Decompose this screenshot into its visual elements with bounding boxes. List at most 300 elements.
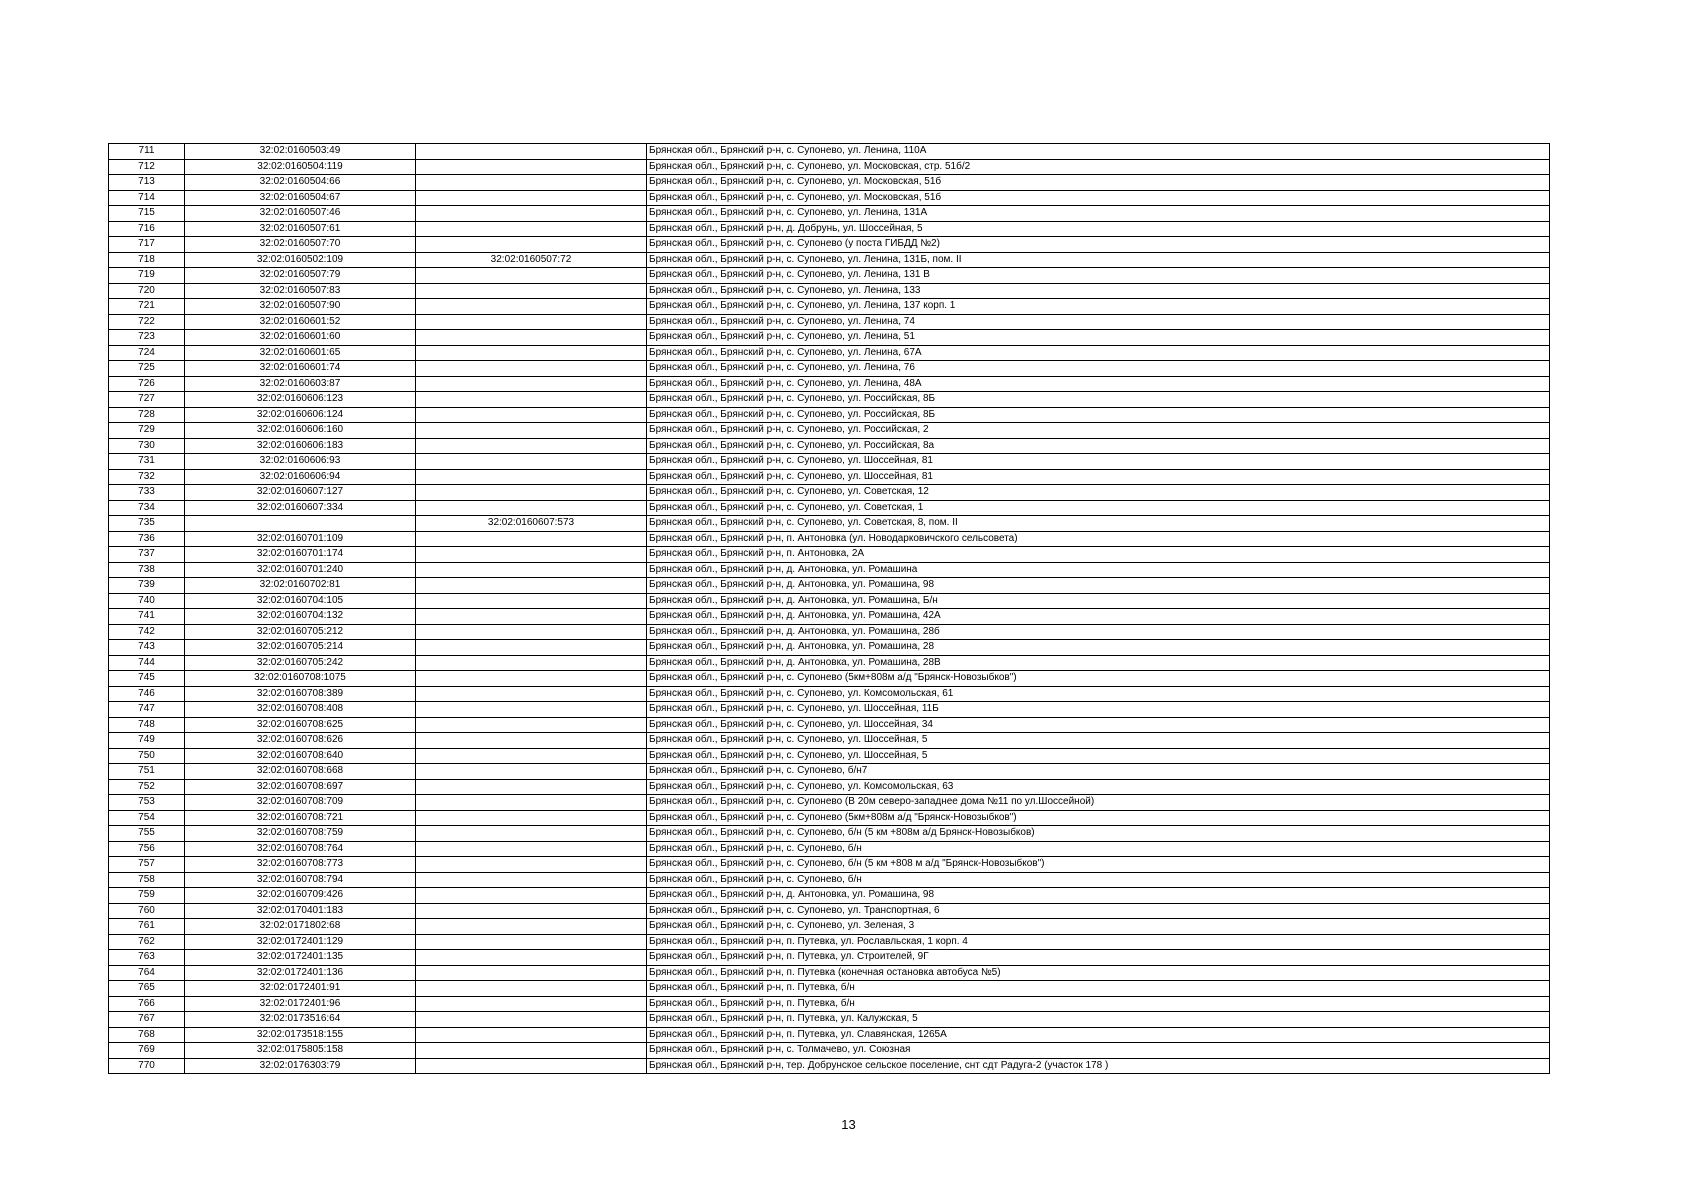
row-number-cell: 747 — [109, 702, 185, 718]
row-number-cell: 754 — [109, 810, 185, 826]
related-cadastral-number-cell — [416, 361, 647, 377]
address-cell: Брянская обл., Брянский р-н, с. Супонево, ул. Зеленая, 3 — [647, 919, 1550, 935]
cadastral-number-cell: 32:02:0160601:65 — [185, 345, 416, 361]
row-number-cell: 757 — [109, 857, 185, 873]
address-cell: Брянская обл., Брянский р-н, п. Путевка (конечная остановка автобуса №5) — [647, 965, 1550, 981]
related-cadastral-number-cell — [416, 175, 647, 191]
table-row — [109, 299, 1550, 315]
address-cell: Брянская обл., Брянский р-н, с. Супонево, ул. Ленина, 48А — [647, 376, 1550, 392]
related-cadastral-number-cell — [416, 671, 647, 687]
address-cell: Брянская обл., Брянский р-н, с. Супонево, б/н (5 км +808 м а/д "Брянск-Новозыбков") — [647, 857, 1550, 873]
related-cadastral-number-cell — [416, 609, 647, 625]
row-number-cell: 715 — [109, 206, 185, 222]
related-cadastral-number-cell — [416, 872, 647, 888]
address-cell: Брянская обл., Брянский р-н, д. Антоновка, ул. Ромашина, 98 — [647, 888, 1550, 904]
address-cell: Брянская обл., Брянский р-н, с. Супонево, ул. Советская, 1 — [647, 500, 1550, 516]
address-cell: Брянская обл., Брянский р-н, п. Путевка, ул. Калужская, 5 — [647, 1012, 1550, 1028]
cadastral-number-cell: 32:02:0160601:52 — [185, 314, 416, 330]
cadastral-number-cell: 32:02:0160702:81 — [185, 578, 416, 594]
table-row — [109, 826, 1550, 842]
table-row — [109, 190, 1550, 206]
address-cell: Брянская обл., Брянский р-н, с. Супонево, ул. Московская, 51б — [647, 190, 1550, 206]
row-number-cell: 765 — [109, 981, 185, 997]
row-number-cell: 722 — [109, 314, 185, 330]
row-number-cell: 743 — [109, 640, 185, 656]
table-row — [109, 841, 1550, 857]
cadastral-number-cell: 32:02:0160708:389 — [185, 686, 416, 702]
related-cadastral-number-cell — [416, 547, 647, 563]
row-number-cell: 732 — [109, 469, 185, 485]
address-cell: Брянская обл., Брянский р-н, с. Супонево (у поста ГИБДД №2) — [647, 237, 1550, 253]
address-cell: Брянская обл., Брянский р-н, тер. Добрунское сельское поселение, снт сдт Радуга-2 (участок 178 ) — [647, 1058, 1550, 1074]
related-cadastral-number-cell — [416, 392, 647, 408]
address-cell: Брянская обл., Брянский р-н, д. Антоновка, ул. Ромашина, 42А — [647, 609, 1550, 625]
address-cell: Брянская обл., Брянский р-н, с. Супонево, ул. Российская, 8Б — [647, 407, 1550, 423]
cadastral-number-cell: 32:02:0176303:79 — [185, 1058, 416, 1074]
cadastral-number-cell: 32:02:0160606:124 — [185, 407, 416, 423]
related-cadastral-number-cell — [416, 376, 647, 392]
related-cadastral-number-cell — [416, 717, 647, 733]
row-number-cell: 758 — [109, 872, 185, 888]
address-cell: Брянская обл., Брянский р-н, с. Супонево, ул. Ленина, 131 В — [647, 268, 1550, 284]
related-cadastral-number-cell — [416, 469, 647, 485]
related-cadastral-number-cell — [416, 702, 647, 718]
cadastral-number-cell: 32:02:0160507:79 — [185, 268, 416, 284]
cadastral-number-cell: 32:02:0160606:123 — [185, 392, 416, 408]
address-cell: Брянская обл., Брянский р-н, с. Супонево, ул. Московская, стр. 51б/2 — [647, 159, 1550, 175]
related-cadastral-number-cell — [416, 190, 647, 206]
cadastral-number-cell: 32:02:0160507:61 — [185, 221, 416, 237]
related-cadastral-number-cell — [416, 919, 647, 935]
cadastral-number-cell: 32:02:0172401:91 — [185, 981, 416, 997]
table-row — [109, 454, 1550, 470]
table-row — [109, 392, 1550, 408]
address-cell: Брянская обл., Брянский р-н, с. Супонево, ул. Московская, 51б — [647, 175, 1550, 191]
table-row — [109, 1058, 1550, 1074]
table-row — [109, 485, 1550, 501]
table-row — [109, 903, 1550, 919]
row-number-cell: 742 — [109, 624, 185, 640]
related-cadastral-number-cell — [416, 733, 647, 749]
cadastral-number-cell: 32:02:0160507:83 — [185, 283, 416, 299]
table-row — [109, 500, 1550, 516]
address-cell: Брянская обл., Брянский р-н, д. Антоновка, ул. Ромашина, 28В — [647, 655, 1550, 671]
table-row — [109, 516, 1550, 532]
land-plot-register-table — [108, 143, 1550, 1074]
row-number-cell: 750 — [109, 748, 185, 764]
row-number-cell: 717 — [109, 237, 185, 253]
related-cadastral-number-cell — [416, 314, 647, 330]
address-cell: Брянская обл., Брянский р-н, с. Супонево, ул. Ленина, 137 корп. 1 — [647, 299, 1550, 315]
related-cadastral-number-cell — [416, 206, 647, 222]
address-cell: Брянская обл., Брянский р-н, с. Супонево, ул. Шоссейная, 5 — [647, 748, 1550, 764]
related-cadastral-number-cell — [416, 810, 647, 826]
table-row — [109, 655, 1550, 671]
cadastral-number-cell: 32:02:0170401:183 — [185, 903, 416, 919]
cadastral-number-cell: 32:02:0173518:155 — [185, 1027, 416, 1043]
address-cell: Брянская обл., Брянский р-н, п. Путевка, б/н — [647, 981, 1550, 997]
related-cadastral-number-cell — [416, 438, 647, 454]
table-row — [109, 469, 1550, 485]
table-row — [109, 764, 1550, 780]
cadastral-number-cell: 32:02:0160601:60 — [185, 330, 416, 346]
row-number-cell: 728 — [109, 407, 185, 423]
table-row — [109, 206, 1550, 222]
row-number-cell: 713 — [109, 175, 185, 191]
table-row — [109, 268, 1550, 284]
related-cadastral-number-cell — [416, 686, 647, 702]
related-cadastral-number-cell — [416, 640, 647, 656]
row-number-cell: 753 — [109, 795, 185, 811]
address-cell: Брянская обл., Брянский р-н, с. Супонево, ул. Шоссейная, 5 — [647, 733, 1550, 749]
address-cell: Брянская обл., Брянский р-н, с. Супонево, б/н (5 км +808м а/д Брянск-Новозыбков) — [647, 826, 1550, 842]
row-number-cell: 721 — [109, 299, 185, 315]
related-cadastral-number-cell — [416, 624, 647, 640]
cadastral-number-cell: 32:02:0160709:426 — [185, 888, 416, 904]
row-number-cell: 711 — [109, 144, 185, 160]
table-row — [109, 872, 1550, 888]
related-cadastral-number-cell — [416, 562, 647, 578]
related-cadastral-number-cell — [416, 748, 647, 764]
address-cell: Брянская обл., Брянский р-н, д. Антоновка, ул. Ромашина, 98 — [647, 578, 1550, 594]
cadastral-number-cell: 32:02:0160701:240 — [185, 562, 416, 578]
address-cell: Брянская обл., Брянский р-н, с. Супонево, ул. Ленина, 74 — [647, 314, 1550, 330]
table-row — [109, 175, 1550, 191]
cadastral-number-cell: 32:02:0175805:158 — [185, 1043, 416, 1059]
row-number-cell: 716 — [109, 221, 185, 237]
cadastral-number-cell: 32:02:0160705:214 — [185, 640, 416, 656]
cadastral-number-cell: 32:02:0160705:242 — [185, 655, 416, 671]
address-cell: Брянская обл., Брянский р-н, с. Супонево (5км+808м а/д "Брянск-Новозыбков") — [647, 810, 1550, 826]
related-cadastral-number-cell — [416, 283, 647, 299]
row-number-cell: 766 — [109, 996, 185, 1012]
row-number-cell: 729 — [109, 423, 185, 439]
address-cell: Брянская обл., Брянский р-н, д. Антоновка, ул. Ромашина, 28 — [647, 640, 1550, 656]
cadastral-number-cell: 32:02:0160708:668 — [185, 764, 416, 780]
table-row — [109, 640, 1550, 656]
table-row — [109, 795, 1550, 811]
table-row — [109, 345, 1550, 361]
row-number-cell: 760 — [109, 903, 185, 919]
related-cadastral-number-cell — [416, 795, 647, 811]
row-number-cell: 719 — [109, 268, 185, 284]
address-cell: Брянская обл., Брянский р-н, с. Супонево, ул. Советская, 8, пом. II — [647, 516, 1550, 532]
related-cadastral-number-cell — [416, 485, 647, 501]
address-cell: Брянская обл., Брянский р-н, с. Супонево, ул. Советская, 12 — [647, 485, 1550, 501]
related-cadastral-number-cell — [416, 330, 647, 346]
table-row — [109, 578, 1550, 594]
cadastral-number-cell: 32:02:0160705:212 — [185, 624, 416, 640]
table-row — [109, 593, 1550, 609]
table-row — [109, 314, 1550, 330]
row-number-cell: 764 — [109, 965, 185, 981]
table-row — [109, 547, 1550, 563]
row-number-cell: 749 — [109, 733, 185, 749]
address-cell: Брянская обл., Брянский р-н, с. Супонево, ул. Ленина, 76 — [647, 361, 1550, 377]
cadastral-number-cell: 32:02:0160704:132 — [185, 609, 416, 625]
row-number-cell: 738 — [109, 562, 185, 578]
cadastral-number-cell: 32:02:0172401:129 — [185, 934, 416, 950]
cadastral-number-cell: 32:02:0160708:759 — [185, 826, 416, 842]
address-cell: Брянская обл., Брянский р-н, д. Антоновка, ул. Ромашина, 28б — [647, 624, 1550, 640]
cadastral-number-cell: 32:02:0160708:794 — [185, 872, 416, 888]
related-cadastral-number-cell — [416, 764, 647, 780]
related-cadastral-number-cell — [416, 299, 647, 315]
table-row — [109, 376, 1550, 392]
cadastral-number-cell: 32:02:0160708:709 — [185, 795, 416, 811]
table-row — [109, 686, 1550, 702]
related-cadastral-number-cell — [416, 268, 647, 284]
address-cell: Брянская обл., Брянский р-н, п. Путевка, ул. Славянская, 1265А — [647, 1027, 1550, 1043]
row-number-cell: 724 — [109, 345, 185, 361]
cadastral-number-cell: 32:02:0160708:721 — [185, 810, 416, 826]
table-row — [109, 934, 1550, 950]
row-number-cell: 741 — [109, 609, 185, 625]
related-cadastral-number-cell — [416, 655, 647, 671]
row-number-cell: 762 — [109, 934, 185, 950]
row-number-cell: 751 — [109, 764, 185, 780]
cadastral-number-cell: 32:02:0171802:68 — [185, 919, 416, 935]
table-row — [109, 361, 1550, 377]
address-cell: Брянская обл., Брянский р-н, п. Антоновка, 2А — [647, 547, 1550, 563]
address-cell: Брянская обл., Брянский р-н, с. Супонево, ул. Ленина, 131А — [647, 206, 1550, 222]
related-cadastral-number-cell — [416, 934, 647, 950]
cadastral-number-cell: 32:02:0160606:94 — [185, 469, 416, 485]
table-row — [109, 857, 1550, 873]
table-row — [109, 671, 1550, 687]
related-cadastral-number-cell — [416, 888, 647, 904]
related-cadastral-number-cell — [416, 221, 647, 237]
table-row — [109, 159, 1550, 175]
address-cell: Брянская обл., Брянский р-н, с. Супонево, ул. Шоссейная, 34 — [647, 717, 1550, 733]
related-cadastral-number-cell — [416, 965, 647, 981]
row-number-cell: 767 — [109, 1012, 185, 1028]
row-number-cell: 769 — [109, 1043, 185, 1059]
address-cell: Брянская обл., Брянский р-н, п. Путевка, ул. Строителей, 9Г — [647, 950, 1550, 966]
cadastral-number-cell: 32:02:0160708:625 — [185, 717, 416, 733]
related-cadastral-number-cell — [416, 345, 647, 361]
address-cell: Брянская обл., Брянский р-н, п. Антоновка (ул. Новодарковичского сельсовета) — [647, 531, 1550, 547]
cadastral-number-cell: 32:02:0160708:1075 — [185, 671, 416, 687]
table-row — [109, 609, 1550, 625]
related-cadastral-number-cell — [416, 578, 647, 594]
related-cadastral-number-cell — [416, 826, 647, 842]
related-cadastral-number-cell: 32:02:0160607:573 — [416, 516, 647, 532]
row-number-cell: 759 — [109, 888, 185, 904]
address-cell: Брянская обл., Брянский р-н, д. Антоновка, ул. Ромашина, Б/н — [647, 593, 1550, 609]
table-row — [109, 733, 1550, 749]
row-number-cell: 736 — [109, 531, 185, 547]
cadastral-number-cell: 32:02:0160606:160 — [185, 423, 416, 439]
row-number-cell: 725 — [109, 361, 185, 377]
table-row — [109, 531, 1550, 547]
cadastral-number-cell: 32:02:0160504:119 — [185, 159, 416, 175]
address-cell: Брянская обл., Брянский р-н, д. Антоновка, ул. Ромашина — [647, 562, 1550, 578]
cadastral-number-cell: 32:02:0160708:640 — [185, 748, 416, 764]
table-row — [109, 950, 1550, 966]
address-cell: Брянская обл., Брянский р-н, с. Супонево, ул. Шоссейная, 81 — [647, 469, 1550, 485]
table-row — [109, 438, 1550, 454]
cadastral-number-cell: 32:02:0160502:109 — [185, 252, 416, 268]
cadastral-number-cell: 32:02:0160606:183 — [185, 438, 416, 454]
row-number-cell: 755 — [109, 826, 185, 842]
row-number-cell: 768 — [109, 1027, 185, 1043]
table-row — [109, 330, 1550, 346]
address-cell: Брянская обл., Брянский р-н, п. Путевка, б/н — [647, 996, 1550, 1012]
related-cadastral-number-cell — [416, 237, 647, 253]
table-row — [109, 919, 1550, 935]
cadastral-number-cell: 32:02:0160606:93 — [185, 454, 416, 470]
row-number-cell: 737 — [109, 547, 185, 563]
table-row — [109, 779, 1550, 795]
address-cell: Брянская обл., Брянский р-н, с. Супонево, ул. Шоссейная, 11Б — [647, 702, 1550, 718]
related-cadastral-number-cell: 32:02:0160507:72 — [416, 252, 647, 268]
cadastral-number-cell: 32:02:0160601:74 — [185, 361, 416, 377]
row-number-cell: 726 — [109, 376, 185, 392]
address-cell: Брянская обл., Брянский р-н, с. Супонево, ул. Транспортная, 6 — [647, 903, 1550, 919]
row-number-cell: 745 — [109, 671, 185, 687]
cadastral-number-cell: 32:02:0160708:626 — [185, 733, 416, 749]
row-number-cell: 752 — [109, 779, 185, 795]
row-number-cell: 730 — [109, 438, 185, 454]
cadastral-number-cell: 32:02:0160607:334 — [185, 500, 416, 516]
table-row — [109, 702, 1550, 718]
cadastral-number-cell: 32:02:0160503:49 — [185, 144, 416, 160]
address-cell: Брянская обл., Брянский р-н, с. Супонево (5км+808м а/д "Брянск-Новозыбков") — [647, 671, 1550, 687]
table-row — [109, 144, 1550, 160]
table-row — [109, 407, 1550, 423]
cadastral-number-cell: 32:02:0160507:46 — [185, 206, 416, 222]
related-cadastral-number-cell — [416, 500, 647, 516]
row-number-cell: 740 — [109, 593, 185, 609]
row-number-cell: 718 — [109, 252, 185, 268]
address-cell: Брянская обл., Брянский р-н, с. Супонево, ул. Ленина, 133 — [647, 283, 1550, 299]
cadastral-number-cell: 32:02:0160504:67 — [185, 190, 416, 206]
address-cell: Брянская обл., Брянский р-н, с. Супонево, ул. Комсомольская, 63 — [647, 779, 1550, 795]
related-cadastral-number-cell — [416, 531, 647, 547]
related-cadastral-number-cell — [416, 903, 647, 919]
related-cadastral-number-cell — [416, 841, 647, 857]
row-number-cell: 748 — [109, 717, 185, 733]
table-row — [109, 810, 1550, 826]
address-cell: Брянская обл., Брянский р-н, с. Супонево, ул. Ленина, 131Б, пом. II — [647, 252, 1550, 268]
related-cadastral-number-cell — [416, 1027, 647, 1043]
cadastral-number-cell: 32:02:0160507:90 — [185, 299, 416, 315]
table-row — [109, 717, 1550, 733]
row-number-cell: 761 — [109, 919, 185, 935]
cadastral-number-cell: 32:02:0160708:773 — [185, 857, 416, 873]
related-cadastral-number-cell — [416, 593, 647, 609]
related-cadastral-number-cell — [416, 857, 647, 873]
row-number-cell: 744 — [109, 655, 185, 671]
register-table-body — [109, 144, 1550, 1074]
row-number-cell: 746 — [109, 686, 185, 702]
row-number-cell: 720 — [109, 283, 185, 299]
row-number-cell: 731 — [109, 454, 185, 470]
related-cadastral-number-cell — [416, 144, 647, 160]
related-cadastral-number-cell — [416, 1012, 647, 1028]
row-number-cell: 756 — [109, 841, 185, 857]
row-number-cell: 739 — [109, 578, 185, 594]
table-row — [109, 624, 1550, 640]
address-cell: Брянская обл., Брянский р-н, с. Супонево, ул. Российская, 8Б — [647, 392, 1550, 408]
address-cell: Брянская обл., Брянский р-н, с. Супонево, ул. Ленина, 51 — [647, 330, 1550, 346]
row-number-cell: 733 — [109, 485, 185, 501]
cadastral-number-cell: 32:02:0160701:174 — [185, 547, 416, 563]
related-cadastral-number-cell — [416, 981, 647, 997]
row-number-cell: 734 — [109, 500, 185, 516]
row-number-cell: 735 — [109, 516, 185, 532]
related-cadastral-number-cell — [416, 1043, 647, 1059]
related-cadastral-number-cell — [416, 454, 647, 470]
address-cell: Брянская обл., Брянский р-н, с. Супонево, ул. Российская, 8а — [647, 438, 1550, 454]
table-row — [109, 221, 1550, 237]
cadastral-number-cell: 32:02:0160704:105 — [185, 593, 416, 609]
cadastral-number-cell: 32:02:0172401:96 — [185, 996, 416, 1012]
address-cell: Брянская обл., Брянский р-н, с. Супонево, б/н — [647, 872, 1550, 888]
address-cell: Брянская обл., Брянский р-н, с. Супонево, ул. Ленина, 67А — [647, 345, 1550, 361]
cadastral-number-cell: 32:02:0160708:697 — [185, 779, 416, 795]
table-row — [109, 965, 1550, 981]
related-cadastral-number-cell — [416, 407, 647, 423]
related-cadastral-number-cell — [416, 779, 647, 795]
row-number-cell: 770 — [109, 1058, 185, 1074]
address-cell: Брянская обл., Брянский р-н, с. Супонево, ул. Комсомольская, 61 — [647, 686, 1550, 702]
address-cell: Брянская обл., Брянский р-н, с. Супонево, б/н — [647, 841, 1550, 857]
cadastral-number-cell: 32:02:0160607:127 — [185, 485, 416, 501]
table-row — [109, 283, 1550, 299]
page-number: 13 — [841, 1117, 856, 1132]
row-number-cell: 727 — [109, 392, 185, 408]
table-row — [109, 996, 1550, 1012]
cadastral-number-cell: 32:02:0160701:109 — [185, 531, 416, 547]
related-cadastral-number-cell — [416, 159, 647, 175]
cadastral-number-cell: 32:02:0160504:66 — [185, 175, 416, 191]
cadastral-number-cell: 32:02:0160708:764 — [185, 841, 416, 857]
table-row — [109, 237, 1550, 253]
table-row — [109, 888, 1550, 904]
cadastral-number-cell: 32:02:0160708:408 — [185, 702, 416, 718]
table-row — [109, 252, 1550, 268]
related-cadastral-number-cell — [416, 423, 647, 439]
related-cadastral-number-cell — [416, 950, 647, 966]
address-cell: Брянская обл., Брянский р-н, с. Супонево (В 20м северо-западнее дома №11 по ул.Шоссейной) — [647, 795, 1550, 811]
table-row — [109, 1012, 1550, 1028]
row-number-cell: 763 — [109, 950, 185, 966]
address-cell: Брянская обл., Брянский р-н, с. Толмачево, ул. Союзная — [647, 1043, 1550, 1059]
table-row — [109, 423, 1550, 439]
cadastral-number-cell: 32:02:0160507:70 — [185, 237, 416, 253]
related-cadastral-number-cell — [416, 1058, 647, 1074]
address-cell: Брянская обл., Брянский р-н, с. Супонево, ул. Российская, 2 — [647, 423, 1550, 439]
cadastral-number-cell: 32:02:0160603:87 — [185, 376, 416, 392]
table-row — [109, 562, 1550, 578]
address-cell: Брянская обл., Брянский р-н, с. Супонево, б/н7 — [647, 764, 1550, 780]
table-row — [109, 1027, 1550, 1043]
address-cell: Брянская обл., Брянский р-н, п. Путевка, ул. Рославльская, 1 корп. 4 — [647, 934, 1550, 950]
cadastral-number-cell — [185, 516, 416, 532]
address-cell: Брянская обл., Брянский р-н, с. Супонево, ул. Шоссейная, 81 — [647, 454, 1550, 470]
table-row — [109, 981, 1550, 997]
table-row — [109, 1043, 1550, 1059]
related-cadastral-number-cell — [416, 996, 647, 1012]
table-row — [109, 748, 1550, 764]
cadastral-number-cell: 32:02:0172401:135 — [185, 950, 416, 966]
cadastral-number-cell: 32:02:0173516:64 — [185, 1012, 416, 1028]
row-number-cell: 712 — [109, 159, 185, 175]
row-number-cell: 723 — [109, 330, 185, 346]
address-cell: Брянская обл., Брянский р-н, д. Добрунь, ул. Шоссейная, 5 — [647, 221, 1550, 237]
